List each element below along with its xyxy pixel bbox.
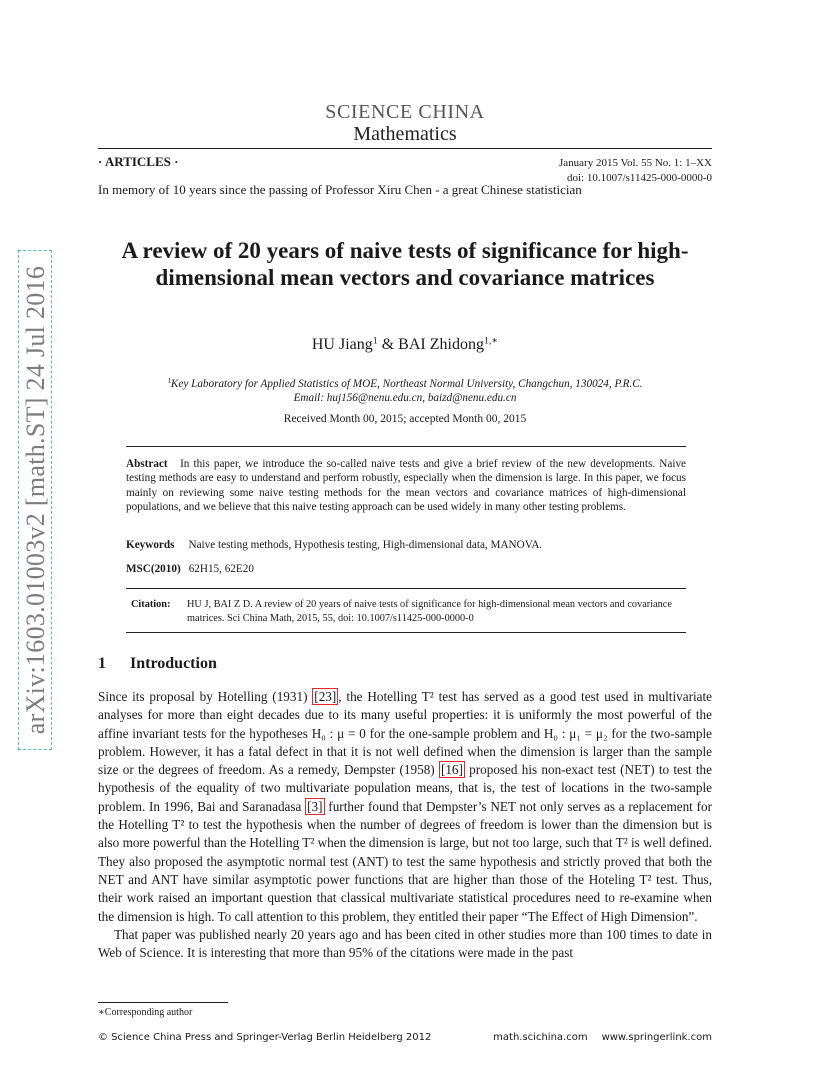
journal-subject: Mathematics	[353, 123, 457, 145]
journal-name: SCIENCE CHINA	[325, 101, 485, 123]
msc-label: MSC(2010)	[126, 563, 181, 575]
copyright: © Science China Press and Springer-Verlag Berlin Heidelberg 2012	[98, 1032, 432, 1043]
section-type: · ARTICLES ·	[98, 154, 179, 169]
author-separator: &	[377, 336, 399, 353]
footnote-rule	[98, 1002, 228, 1003]
doi-line: doi: 10.1007/s11425-000-0000-0	[566, 172, 712, 184]
paragraph-1-text-d: further found that Dempster’s NET not only serves as a replacement for the Hotelling T² to test the hypothesis when the number of degrees of freedom is lower than the dimension but is also more powerful than the Hotelling T² when the dimension is large, but not too large, such that T² is well defined. They also proposed the asymptotic normal test (ANT) to test the same hypothesis and strictly proved that both the NET and ANT have similar asymptotic power functions that are higher than those of the Hoteling T² test. Thus, their work raised an important question that classical multivariate statistical procedures need to re-examine when the dimension is high. To call attention to this problem, they entitled their paper “The Effect of High Dimension”.	[98, 798, 712, 924]
section-heading	[98, 655, 217, 673]
arxiv-stamp: arXiv:1603.01003v2 [math.ST] 24 Jul 2016	[21, 265, 50, 735]
paragraph-1-text-a: Since its proposal by Hotelling (1931)	[98, 689, 313, 704]
citation-top-rule	[126, 588, 686, 589]
journal-header	[98, 101, 712, 145]
abstract-top-rule	[126, 446, 686, 447]
footer-links	[493, 1032, 712, 1043]
citation-text: HU J, BAI Z D. A review of 20 years of naive tests of significance for high-dimensional mean vectors and covariance matrices. Sci China Math, 2015, 55, doi: 10.1007/s11425-000-0000-0	[187, 599, 672, 624]
keywords-text: Naive testing methods, Hypothesis testing, High-dimensional data, MANOVA.	[188, 539, 543, 551]
affiliation-email: Email: huj156@nenu.edu.cn, baizd@nenu.edu.cn	[293, 392, 517, 404]
received-dates: Received Month 00, 2015; accepted Month 00, 2015	[283, 413, 527, 425]
citation-bottom-rule	[126, 632, 686, 633]
reference-link-16[interactable]: [16]	[440, 762, 463, 778]
keywords	[126, 539, 542, 551]
paragraph-2: That paper was published nearly 20 years ago and has been cited in other studies more than 100 times to date in Web of Science. It is interesting that more than 95% of the citations were made in the past	[98, 926, 712, 961]
paragraph-1-text-b: , the Hotelling T² test has served as a good test used in multivariate analyses for more than eight decades due to its many useful properties: it is uniformly the most powerful of the affine invariant tests for the hypotheses H₀ : μ = 0 for the one-sample problem and H₀ : μ₁ = μ₂ for the two-sample problem. However, it has a fatal defect in that it is not well defined when the dimension is larger than the sample size or the degrees of freedom. As a remedy, Dempster (1958)	[98, 689, 712, 778]
affiliation	[98, 377, 712, 405]
header-rule	[98, 148, 712, 149]
abstract	[126, 457, 686, 515]
author-line	[98, 336, 712, 354]
journal-site-link[interactable]: math.scichina.com	[493, 1032, 588, 1043]
section-title: Introduction	[130, 655, 217, 672]
affiliation-mark: 1	[167, 377, 171, 386]
footnote: ∗Corresponding author	[98, 1007, 193, 1018]
author-2-mark: 1,∗	[483, 335, 499, 347]
section-number: 1	[98, 655, 106, 672]
abstract-text: In this paper, we introduce the so-called naive tests and give a brief review of the new developments. Naive testing methods are easy to understand and perform robustly, especially when the dimension is large. In this paper, we focus mainly on reviewing some naive testing methods for the mean vectors and covariance matrices of high-dimensional populations, and we believe that this naive testing approach can be used widely in many other testing problems.	[126, 458, 687, 514]
paper-title: A review of 20 years of naive tests of significance for high-dimensional mean vectors and covariance matrices	[121, 238, 689, 290]
springer-link[interactable]: www.springerlink.com	[601, 1032, 712, 1043]
dedication: In memory of 10 years since the passing of Professor Xiru Chen - a great Chinese statistician	[98, 182, 582, 197]
affiliation-text: Key Laboratory for Applied Statistics of MOE, Northeast Normal University, Changchun, 130024, P.R.C.	[170, 378, 643, 390]
msc-classification	[126, 563, 254, 575]
author-2: BAI Zhidong	[398, 336, 484, 353]
keywords-label: Keywords	[126, 539, 175, 551]
reference-link-3[interactable]: [3]	[307, 798, 323, 814]
author-1-mark: 1	[372, 335, 378, 347]
author-1: HU Jiang	[311, 336, 373, 353]
abstract-label: Abstract	[126, 458, 168, 470]
citation	[131, 598, 686, 626]
citation-label: Citation:	[131, 599, 171, 610]
body-text	[98, 688, 712, 962]
issue-line: January 2015 Vol. 55 No. 1: 1–XX	[559, 157, 712, 169]
msc-text: 62H15, 62E20	[188, 563, 254, 575]
paragraph-1	[98, 688, 712, 926]
reference-link-23[interactable]: [23]	[314, 689, 337, 704]
paragraph-1-text-c: proposed his non-exact test (NET) to test the hypothesis of the equality of two multivariate population means, that is, the test of locations in the two-sample problem. In 1996, Bai and Saranadasa	[98, 762, 712, 814]
